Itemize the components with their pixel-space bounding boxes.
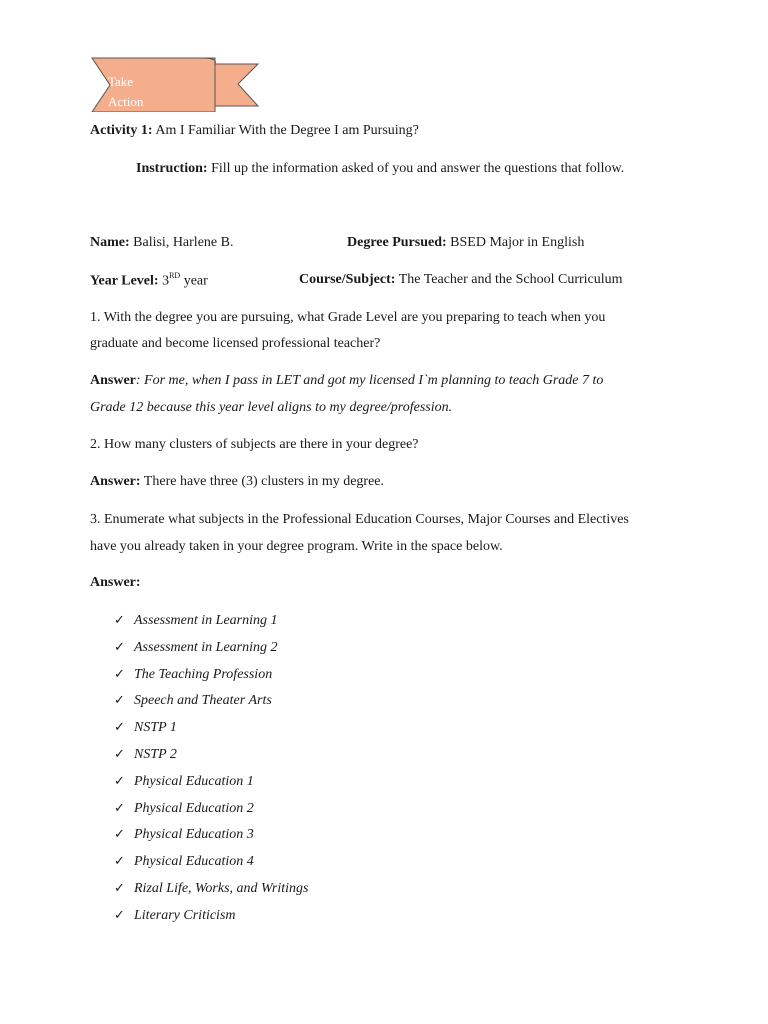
answer-1-line-2: Grade 12 because this year level aligns to my degree/profession. bbox=[90, 400, 453, 415]
question-2: 2. How many clusters of subjects are there in your degree? bbox=[90, 437, 419, 452]
name-field bbox=[90, 235, 233, 251]
year-label: Year Level: bbox=[90, 273, 159, 289]
checkmark-icon: ✓ bbox=[114, 772, 125, 788]
question-1-line-2: graduate and become licensed professional teacher? bbox=[90, 336, 381, 351]
subject-item bbox=[114, 610, 309, 637]
subject-name: NSTP 2 bbox=[134, 746, 177, 762]
subject-item bbox=[114, 717, 309, 744]
subject-name: Physical Education 1 bbox=[134, 773, 254, 789]
subject-name: Literary Criticism bbox=[134, 907, 236, 923]
subject-item bbox=[114, 744, 309, 771]
checkmark-icon: ✓ bbox=[114, 826, 125, 842]
subject-name: Rizal Life, Works, and Writings bbox=[134, 880, 309, 896]
year-superscript: RD bbox=[169, 271, 181, 280]
subject-name: Physical Education 3 bbox=[134, 827, 254, 843]
subject-name: The Teaching Profession bbox=[134, 666, 273, 682]
question-3-line-1: 3. Enumerate what subjects in the Professional Education Courses, Major Courses and Electives bbox=[90, 512, 629, 527]
checkmark-icon: ✓ bbox=[114, 745, 125, 761]
checkmark-icon: ✓ bbox=[114, 853, 125, 869]
checkmark-icon: ✓ bbox=[114, 879, 125, 895]
year-suffix: year bbox=[183, 273, 208, 289]
year-level-field bbox=[90, 272, 208, 290]
subject-item bbox=[114, 664, 309, 691]
activity-label: Activity 1: bbox=[90, 123, 153, 138]
activity-heading bbox=[90, 123, 419, 139]
subject-item bbox=[114, 905, 309, 932]
instruction-line bbox=[136, 161, 624, 177]
subject-name: Physical Education 4 bbox=[134, 854, 254, 870]
subject-item bbox=[114, 824, 309, 851]
course-label: Course/Subject: bbox=[299, 272, 396, 287]
subject-item bbox=[114, 851, 309, 878]
take-action-banner bbox=[90, 56, 260, 112]
subject-item bbox=[114, 878, 309, 905]
degree-value: BSED Major in English bbox=[450, 235, 585, 250]
checkmark-icon: ✓ bbox=[114, 719, 125, 735]
checkmark-icon: ✓ bbox=[114, 665, 125, 681]
course-field bbox=[299, 272, 623, 288]
course-value: The Teacher and the School Curriculum bbox=[398, 272, 623, 287]
degree-field bbox=[347, 235, 584, 251]
degree-label: Degree Pursued: bbox=[347, 235, 447, 250]
answer-1-line-1 bbox=[90, 373, 603, 389]
answer-1-label: Answer bbox=[90, 373, 136, 388]
answer-3-label: Answer: bbox=[90, 575, 141, 590]
checkmark-icon: ✓ bbox=[114, 612, 125, 627]
subject-item bbox=[114, 771, 309, 798]
banner-text: Take Action bbox=[108, 74, 144, 109]
question-3-line-2: have you already taken in your degree program. Write in the space below. bbox=[90, 539, 503, 554]
subject-item bbox=[114, 637, 309, 664]
name-value: Balisi, Harlene B. bbox=[133, 235, 234, 250]
name-label: Name: bbox=[90, 235, 130, 250]
instruction-text: Fill up the information asked of you and answer the questions that follow. bbox=[211, 161, 625, 176]
answer-1-text: : For me, when I pass in LET and got my licensed I`m planning to teach Grade 7 to bbox=[135, 373, 604, 388]
question-1-line-1: 1. With the degree you are pursuing, what Grade Level are you preparing to teach when you bbox=[90, 310, 606, 325]
subject-name: NSTP 1 bbox=[134, 720, 177, 736]
subject-name: Physical Education 2 bbox=[134, 800, 254, 816]
instruction-label: Instruction: bbox=[136, 161, 208, 176]
checkmark-icon: ✓ bbox=[114, 906, 125, 922]
subject-name: Assessment in Learning 1 bbox=[134, 613, 278, 628]
activity-title: Am I Familiar With the Degree I am Pursuing? bbox=[155, 123, 419, 138]
checkmark-icon: ✓ bbox=[114, 638, 125, 654]
checkmark-icon: ✓ bbox=[114, 692, 125, 708]
year-number: 3 bbox=[162, 273, 170, 289]
subject-item bbox=[114, 690, 309, 717]
answer-2 bbox=[90, 474, 384, 490]
checkmark-icon: ✓ bbox=[114, 799, 125, 815]
answer-2-text: There have three (3) clusters in my degree. bbox=[143, 474, 385, 489]
subject-name: Speech and Theater Arts bbox=[134, 693, 272, 709]
subject-checklist bbox=[114, 610, 309, 932]
answer-2-label: Answer: bbox=[90, 474, 141, 489]
subject-item bbox=[114, 798, 309, 825]
subject-name: Assessment in Learning 2 bbox=[134, 639, 278, 655]
